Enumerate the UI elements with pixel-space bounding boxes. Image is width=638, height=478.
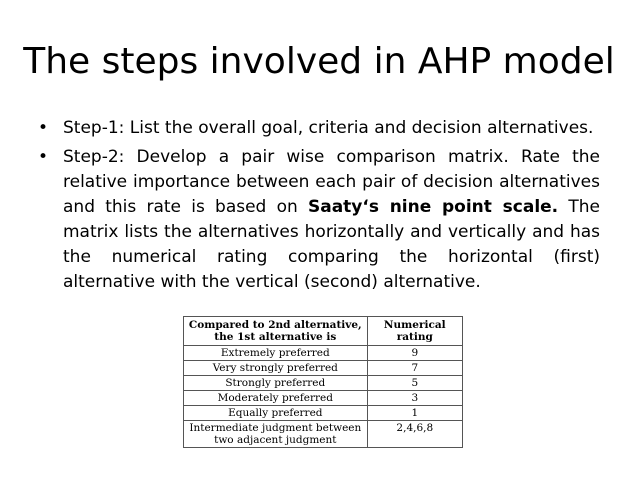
- table-header-rating: Numerical rating: [367, 317, 462, 346]
- table-row: [184, 376, 463, 391]
- bullet-text: Step-1: List the overall goal, criteria and decision alternatives.: [63, 118, 594, 138]
- bullet-list: [38, 116, 600, 299]
- table-row: [184, 421, 463, 448]
- table-row: [184, 361, 463, 376]
- bullet-item: [38, 145, 600, 295]
- table-cell-preference: Equally preferred: [184, 406, 368, 421]
- slide-title: The steps involved in AHP model: [23, 41, 615, 82]
- bullet-text-part: The matrix lists the alternatives horizontally and vertically and has the numerical rating comparing the horizontal (first) alternative with the vertical (second) alternative.: [63, 197, 600, 292]
- text-cutoff-mask: [60, 293, 590, 301]
- table-cell-rating: 1: [367, 406, 462, 421]
- table-cell-rating: 5: [367, 376, 462, 391]
- table-header-row: [184, 317, 463, 346]
- rating-table-image: [183, 316, 463, 448]
- table-cell-preference: Moderately preferred: [184, 391, 368, 406]
- table-cell-preference: Intermediate judgment between two adjacent judgment: [184, 421, 368, 448]
- table-cell-rating: 9: [367, 346, 462, 361]
- bullet-emphasis: Saaty‘s nine point scale.: [307, 197, 559, 217]
- rating-table: [183, 316, 463, 448]
- bullet-marker: •: [38, 118, 49, 138]
- table-cell-rating: 2,4,6,8: [367, 421, 462, 448]
- bullet-marker: •: [38, 147, 49, 167]
- table-row: [184, 391, 463, 406]
- table-header-comparison: Compared to 2nd alternative, the 1st alternative is: [184, 317, 368, 346]
- bullet-text-part: Step-2: Develop a pair wise comparison matrix. Rate the relative importance between each pair of decision alternatives and this rate is based on: [63, 147, 600, 217]
- table-cell-preference: Extremely preferred: [184, 346, 368, 361]
- table-cell-rating: 3: [367, 391, 462, 406]
- table-cell-preference: Very strongly preferred: [184, 361, 368, 376]
- bullet-text: [63, 145, 600, 295]
- table-row: [184, 406, 463, 421]
- table-cell-preference: Strongly preferred: [184, 376, 368, 391]
- table-row: [184, 346, 463, 361]
- table-cell-rating: 7: [367, 361, 462, 376]
- bullet-item: [38, 116, 600, 141]
